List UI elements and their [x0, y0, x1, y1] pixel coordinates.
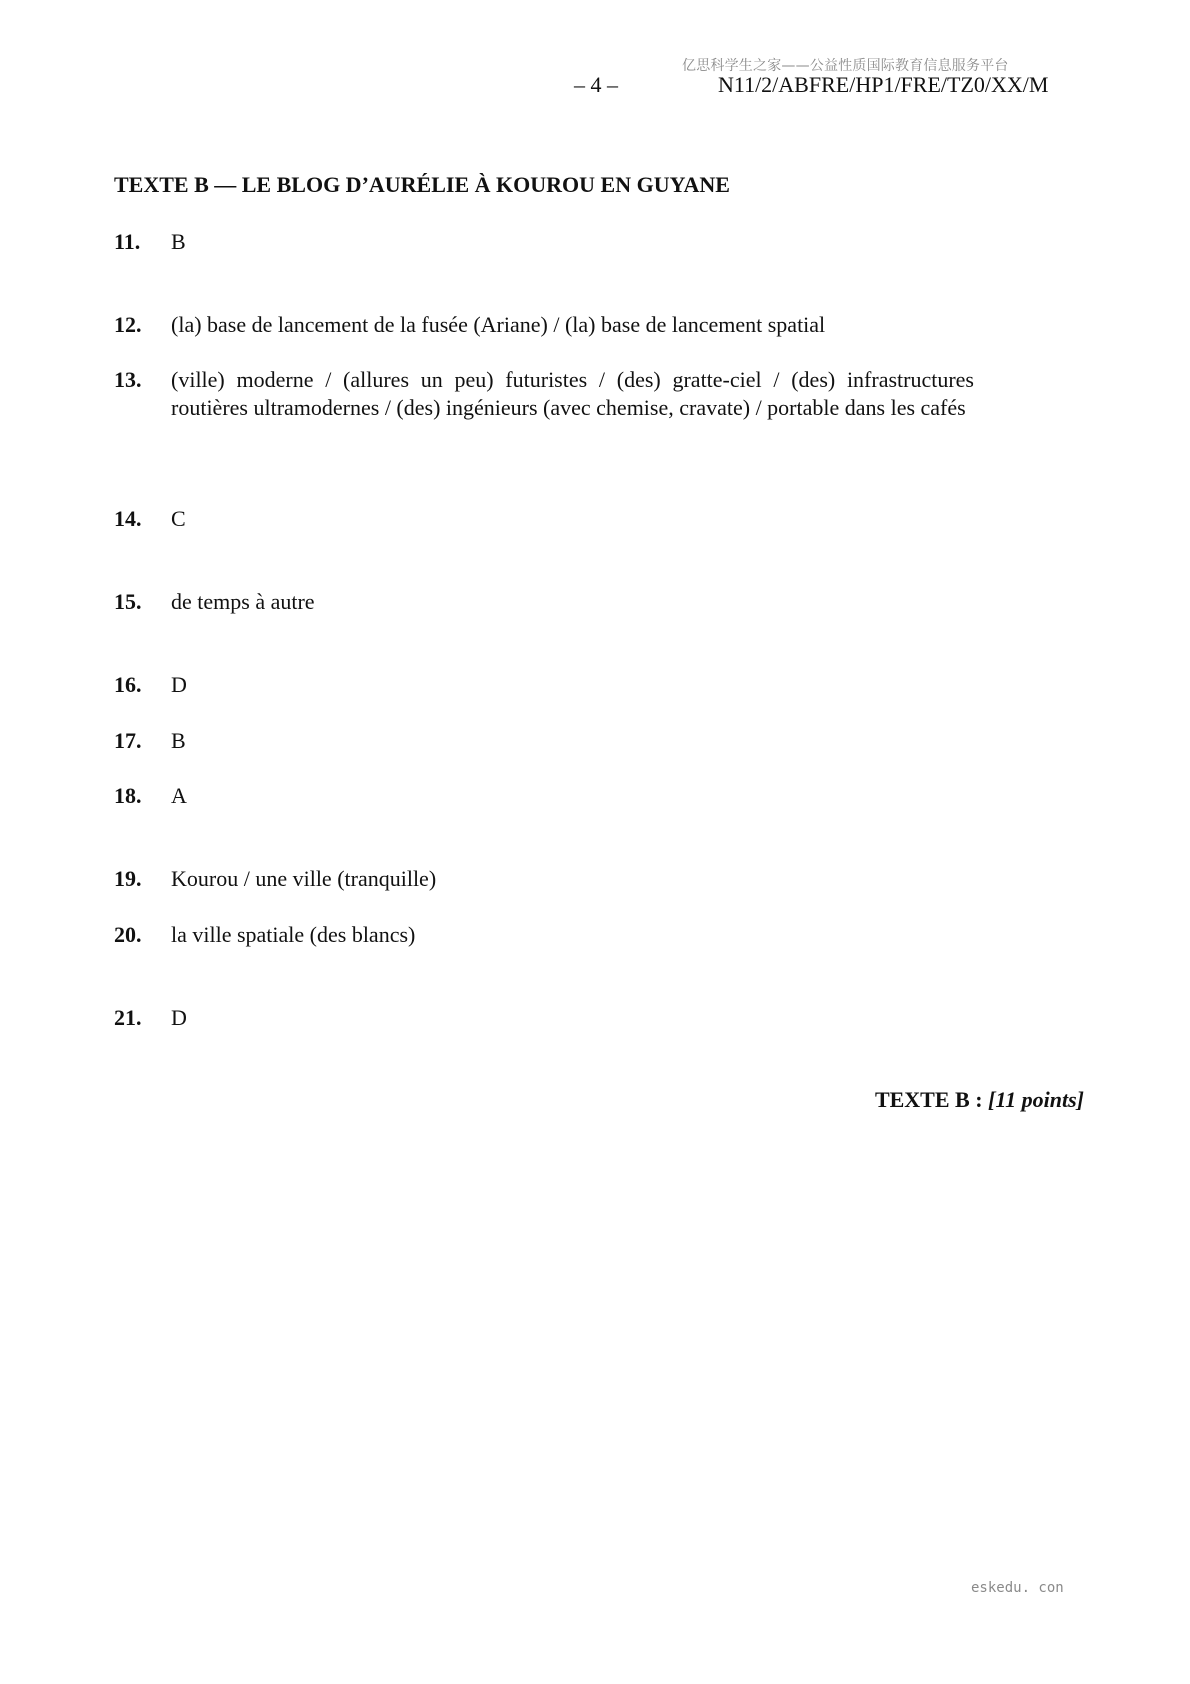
question-number: 17. [114, 728, 142, 753]
answer-item [114, 366, 974, 422]
question-number: 16. [114, 672, 142, 697]
answer-item [114, 865, 974, 893]
question-number: 18. [114, 783, 142, 808]
answer-item [114, 782, 974, 810]
answer-item [114, 505, 974, 533]
question-number: 21. [114, 1005, 142, 1030]
answer-item [114, 311, 974, 339]
document-code: N11/2/ABFRE/HP1/FRE/TZ0/XX/M [718, 72, 1049, 97]
answer-text: A [171, 783, 187, 808]
answer-text: B [171, 229, 186, 254]
answer-text: B [171, 728, 186, 753]
page-number: – 4 – [574, 72, 618, 97]
answer-text: la ville spatiale (des blancs) [171, 922, 416, 947]
answer-text: (ville) moderne / (allures un peu) futuristes / (des) gratte-ciel / (des) infrastructures routières ultramodernes / (des) ingénieurs (avec chemise, cravate) / portable dans les cafés [171, 367, 974, 420]
question-number: 20. [114, 922, 142, 947]
question-number: 11. [114, 229, 141, 254]
question-number: 14. [114, 506, 142, 531]
answer-item [114, 1004, 974, 1032]
answer-text: (la) base de lancement de la fusée (Ariane) / (la) base de lancement spatial [171, 312, 826, 337]
question-number: 13. [114, 367, 142, 392]
section-title: TEXTE B — LE BLOG D’AURÉLIE À KOUROU EN GUYANE [114, 172, 730, 197]
watermark-bottom: eskedu. con [971, 1580, 1064, 1596]
total-points: [11 points] [988, 1087, 1084, 1112]
answer-item [114, 588, 974, 616]
section-total [875, 1087, 1084, 1113]
answer-text: Kourou / une ville (tranquille) [171, 866, 437, 891]
question-number: 15. [114, 589, 142, 614]
answer-text: de temps à autre [171, 589, 315, 614]
answer-item [114, 228, 974, 256]
watermark-top: 亿思科学生之家——公益性质国际教育信息服务平台 [682, 58, 1009, 74]
total-label: TEXTE B : [874, 1087, 989, 1112]
answer-item [114, 671, 974, 699]
answer-text: D [171, 1005, 187, 1030]
answer-text: D [171, 672, 187, 697]
question-number: 19. [114, 866, 142, 891]
question-number: 12. [114, 312, 142, 337]
answer-text: C [171, 506, 186, 531]
answer-item [114, 727, 974, 755]
answer-item [114, 921, 974, 949]
